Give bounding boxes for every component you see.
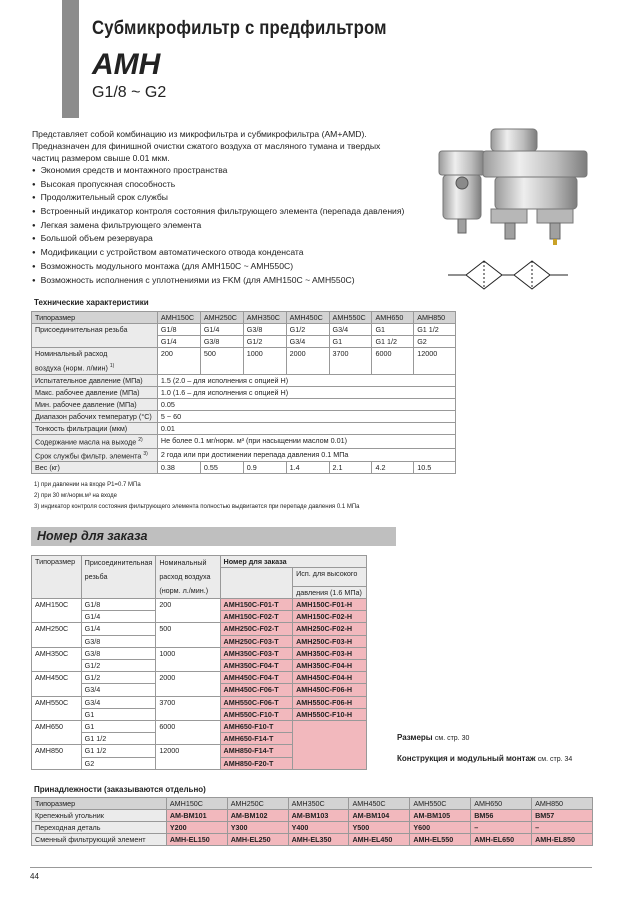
order-code: AMH250C-F02-T <box>220 623 293 635</box>
accessory-code: – <box>471 822 532 834</box>
footnote: 3) индикатор контроля состояния фильтрующего элемента полностью выдвигается при перепаде давления 0.1 МПа <box>34 504 360 510</box>
table-cell: 2.1 <box>329 462 372 474</box>
feature-item: ● Встроенный индикатор контроля состояния фильтрующего элемента (перепада давления) <box>32 205 404 219</box>
table-cell <box>220 568 293 599</box>
table-cell: AMH150C <box>166 798 227 810</box>
table-cell: AMH850 <box>414 312 456 324</box>
table-cell: AMH550C <box>410 798 471 810</box>
table-cell: 6000 <box>156 721 220 745</box>
table-cell <box>32 435 158 448</box>
table-cell: G1 1/2 <box>372 336 414 348</box>
table-cell: G3/8 <box>81 647 156 659</box>
table-row <box>32 324 456 336</box>
feature-item: ● Высокая пропускная способность <box>32 178 404 192</box>
table-cell: G3/4 <box>81 696 156 708</box>
order-code: AMH250C-F03-T <box>220 635 293 647</box>
table-cell: 200 <box>156 599 220 623</box>
header-accent-bar <box>62 0 79 118</box>
order-code: AMH350C-F04-T <box>220 660 293 672</box>
order-section-header <box>31 527 396 546</box>
order-table <box>31 555 367 770</box>
page-title: Субмикрофильтр с предфильтром <box>92 18 387 39</box>
order-code: AMH850-F20-T <box>220 757 293 769</box>
intro-text: Представляет собой комбинацию из микрофильтра и субмикрофильтра (AM+AMD). Предназначен для финишной очистки сжатого воздуха от масляного тумана и твердых частиц размером свыше 0.01 мкм. <box>32 129 381 164</box>
life-label: Срок службы фильтр. элемента <box>35 451 142 461</box>
accessory-code: AMH-EL650 <box>471 834 532 846</box>
table-cell: G1/8 <box>157 324 200 336</box>
table-cell: G3/8 <box>200 336 243 348</box>
table-cell: G1/4 <box>81 623 156 635</box>
table-row <box>32 556 367 568</box>
ref-label: Конструкция и модульный монтаж <box>397 754 536 763</box>
table-cell <box>32 448 158 461</box>
table-row <box>32 810 593 822</box>
table-cell: 3700 <box>156 696 220 720</box>
footnote: 2) при 30 мг/норм.м³ на входе <box>34 493 117 499</box>
table-cell: Испытательное давление (МПа) <box>32 375 158 387</box>
table-cell: AMH350C <box>243 312 286 324</box>
order-code: AMH150C-F02-H <box>293 611 367 623</box>
feature-item: ● Возможность исполнения с уплотнениями из FKM (для AMH150C ~ AMH550C) <box>32 274 404 288</box>
table-cell: 500 <box>156 623 220 647</box>
table-cell: Диапазон рабочих температур (°C) <box>32 411 158 423</box>
table-cell: G1/4 <box>81 611 156 623</box>
ref-label: Размеры <box>397 733 433 742</box>
table-cell <box>32 348 158 375</box>
accessory-code: Y300 <box>227 822 288 834</box>
table-cell: G1/4 <box>157 336 200 348</box>
accessory-code: AMH-EL350 <box>288 834 349 846</box>
order-code: AMH550C-F06-H <box>293 696 367 708</box>
table-cell: AMH850 <box>532 798 593 810</box>
accessory-code: AM-BM104 <box>349 810 410 822</box>
table-cell <box>293 721 367 770</box>
mounting-reference[interactable] <box>397 754 572 763</box>
table-row <box>32 375 456 387</box>
table-cell: AMH550C <box>329 312 372 324</box>
table-cell: Сменный фильтрующий элемент <box>32 834 167 846</box>
table-cell: AMH850 <box>32 745 82 769</box>
accessory-code: AMH-EL850 <box>532 834 593 846</box>
footnotes <box>34 480 360 513</box>
table-row <box>32 623 367 635</box>
table-cell: G1 <box>372 324 414 336</box>
table-cell: AMH550C <box>32 696 82 720</box>
table-row <box>32 696 367 708</box>
feature-item: ● Большой объем резервуара <box>32 232 404 246</box>
table-cell: AMH450C <box>349 798 410 810</box>
table-cell: Типоразмер <box>32 798 167 810</box>
table-row <box>32 798 593 810</box>
table-cell: 0.01 <box>157 423 455 435</box>
table-cell: G1/2 <box>81 660 156 672</box>
table-cell: G1 1/2 <box>81 733 156 745</box>
accessory-code: Y200 <box>166 822 227 834</box>
table-cell: AMH450C <box>286 312 329 324</box>
table-cell: 0.55 <box>200 462 243 474</box>
table-row <box>32 423 456 435</box>
accessory-code: AMH-EL450 <box>349 834 410 846</box>
table-cell: G1/2 <box>81 672 156 684</box>
footnote-ref: 1) <box>109 363 115 369</box>
table-cell: Тонкость фильтрации (мкм) <box>32 423 158 435</box>
table-cell: G3/8 <box>81 635 156 647</box>
accessory-code: Y600 <box>410 822 471 834</box>
order-heading: Номер для заказа <box>37 529 148 543</box>
order-code: AMH350C-F03-T <box>220 647 293 659</box>
order-code: AMH150C-F01-T <box>220 599 293 611</box>
table-cell: G1/8 <box>81 599 156 611</box>
table-cell: Мин. рабочее давление (МПа) <box>32 399 158 411</box>
table-cell: AMH350C <box>288 798 349 810</box>
table-cell: 2 года или при достижении перепада давления 0.1 МПа <box>157 448 455 461</box>
table-cell: 1.5 (2.0 – для исполнения с опцией H) <box>157 375 455 387</box>
oil-label: Содержание масла на выходе <box>35 437 137 447</box>
table-cell: Номер для заказа <box>220 556 366 568</box>
table-cell: AMH150C <box>32 599 82 623</box>
table-cell: Крепежный угольник <box>32 810 167 822</box>
table-cell: 1000 <box>156 647 220 671</box>
table-cell: G2 <box>414 336 456 348</box>
table-cell: AMH150C <box>157 312 200 324</box>
ref-page: см. стр. 30 <box>434 735 470 742</box>
accessory-code: BM57 <box>532 810 593 822</box>
port-header-2: резьба <box>84 572 108 581</box>
table-cell: 10.5 <box>414 462 456 474</box>
order-code: AMH450C-F04-T <box>220 672 293 684</box>
table-cell: 500 <box>200 348 243 375</box>
table-row <box>32 435 456 448</box>
footnote-ref: 2) <box>138 437 143 444</box>
table-cell <box>156 556 220 599</box>
accessory-code: AMH-EL250 <box>227 834 288 846</box>
table-cell: G1 1/2 <box>414 324 456 336</box>
flow-header: Номинальный <box>159 558 207 567</box>
table-cell: 0.05 <box>157 399 455 411</box>
page-number: 44 <box>30 872 39 881</box>
accessory-code: AMH-EL550 <box>410 834 471 846</box>
order-code: AMH650-F10-T <box>220 721 293 733</box>
table-cell: G1/2 <box>286 324 329 336</box>
table-cell: 1.4 <box>286 462 329 474</box>
flow-label-line2: воздуха (норм. л/мин) <box>35 363 108 373</box>
table-cell: Вес (кг) <box>32 462 158 474</box>
table-cell: 3700 <box>329 348 372 375</box>
order-code: AMH150C-F01-H <box>293 599 367 611</box>
filter-symbol-icon <box>448 258 568 292</box>
table-cell: 1000 <box>243 348 286 375</box>
order-code: AMH850-F14-T <box>220 745 293 757</box>
accessory-code: AM-BM103 <box>288 810 349 822</box>
table-cell: Присоединительная резьба <box>32 324 158 348</box>
table-row <box>32 448 456 461</box>
table-row <box>32 599 367 611</box>
table-cell: AMH250C <box>227 798 288 810</box>
order-code: AMH550C-F10-T <box>220 708 293 720</box>
order-code: AMH450C-F04-H <box>293 672 367 684</box>
accessory-code: Y500 <box>349 822 410 834</box>
accessories-table <box>31 797 593 846</box>
table-cell: G3/8 <box>243 324 286 336</box>
specs-table <box>31 311 456 474</box>
accessory-code: – <box>532 822 593 834</box>
table-row <box>32 822 593 834</box>
table-cell: AMH650 <box>32 721 82 745</box>
table-cell: 200 <box>157 348 200 375</box>
feature-item: ● Продолжительный срок службы <box>32 191 404 205</box>
table-cell: G1/4 <box>200 324 243 336</box>
table-cell: Переходная деталь <box>32 822 167 834</box>
feature-item: ● Модификации с устройством автоматического отвода конденсата <box>32 246 404 260</box>
order-code: AMH250C-F03-H <box>293 635 367 647</box>
table-row <box>32 411 456 423</box>
table-cell: G2 <box>81 757 156 769</box>
table-cell: G1 <box>329 336 372 348</box>
order-code: AMH650-F14-T <box>220 733 293 745</box>
table-row <box>32 387 456 399</box>
table-row <box>32 672 367 684</box>
order-code: AMH450C-F06-T <box>220 684 293 696</box>
accessory-code: AMH-EL150 <box>166 834 227 846</box>
accessories-heading: Принадлежности (заказываются отдельно) <box>34 785 206 794</box>
order-code: AMH550C-F10-H <box>293 708 367 720</box>
flow-label-line1: Номинальный расход <box>35 349 108 358</box>
accessory-code: Y400 <box>288 822 349 834</box>
table-cell: G1/2 <box>243 336 286 348</box>
model-name: AMH <box>92 48 161 81</box>
order-code: AMH350C-F04-H <box>293 660 367 672</box>
accessory-code: AM-BM102 <box>227 810 288 822</box>
table-cell: 1.0 (1.6 – для исполнения с опцией H) <box>157 387 455 399</box>
footnote-ref: 3) <box>143 450 148 457</box>
table-cell: 12000 <box>414 348 456 375</box>
table-cell: AMH350C <box>32 647 82 671</box>
table-cell: 4.2 <box>372 462 414 474</box>
ref-page: см. стр. 34 <box>537 756 573 763</box>
accessory-code: AM-BM101 <box>166 810 227 822</box>
feature-item: ● Возможность модульного монтажа (для AMH150C ~ AMH550C) <box>32 260 404 274</box>
table-cell: 2000 <box>156 672 220 696</box>
table-cell: AMH250C <box>200 312 243 324</box>
order-code: AMH150C-F02-T <box>220 611 293 623</box>
table-cell: G3/4 <box>81 684 156 696</box>
feature-list <box>32 164 404 287</box>
table-row <box>32 348 456 375</box>
table-cell: 5 ~ 60 <box>157 411 455 423</box>
product-photo <box>425 123 605 248</box>
table-row <box>32 399 456 411</box>
table-cell: G1 <box>81 708 156 720</box>
table-cell: G1 <box>81 721 156 733</box>
accessory-code: AM-BM105 <box>410 810 471 822</box>
dimensions-reference[interactable] <box>397 733 469 742</box>
table-cell: давления (1.6 МПа) <box>293 586 367 598</box>
table-cell: 0.9 <box>243 462 286 474</box>
table-cell <box>81 556 156 599</box>
table-cell: Типоразмер <box>32 312 158 324</box>
feature-item: ● Легкая замена фильтрующего элемента <box>32 219 404 233</box>
table-cell: Типоразмер <box>32 556 82 599</box>
table-cell: 12000 <box>156 745 220 769</box>
table-row <box>32 462 456 474</box>
footer-divider <box>30 867 592 868</box>
flow-header-3: (норм. л./мин.) <box>159 586 209 595</box>
order-code: AMH350C-F03-H <box>293 647 367 659</box>
specs-heading: Технические характеристики <box>34 298 149 307</box>
table-cell: Макс. рабочее давление (МПа) <box>32 387 158 399</box>
table-cell: AMH650 <box>471 798 532 810</box>
table-cell: AMH250C <box>32 623 82 647</box>
accessory-code: BM56 <box>471 810 532 822</box>
table-cell: 2000 <box>286 348 329 375</box>
table-row <box>32 834 593 846</box>
feature-item: ● Экономия средств и монтажного пространства <box>32 164 404 178</box>
order-code: AMH250C-F02-H <box>293 623 367 635</box>
thread-range: G1/8 ~ G2 <box>92 84 167 101</box>
port-header: Присоединительная <box>84 558 153 567</box>
order-code: AMH550C-F06-T <box>220 696 293 708</box>
table-cell: AMH450C <box>32 672 82 696</box>
table-row <box>32 312 456 324</box>
table-cell: G3/4 <box>329 324 372 336</box>
table-cell: 0.38 <box>157 462 200 474</box>
table-cell: G1 1/2 <box>81 745 156 757</box>
table-row <box>32 647 367 659</box>
table-cell: 6000 <box>372 348 414 375</box>
order-code: AMH450C-F06-H <box>293 684 367 696</box>
table-cell: Не более 0.1 мг/норм. м³ (при насыщении маслом 0.01) <box>157 435 455 448</box>
flow-header-2: расход воздуха <box>159 572 211 581</box>
table-cell: Исп. для высокого <box>293 568 367 587</box>
table-cell: G3/4 <box>286 336 329 348</box>
table-cell: AMH650 <box>372 312 414 324</box>
footnote: 1) при давлении на входе P1=0.7 МПа <box>34 482 141 488</box>
table-row <box>32 721 367 733</box>
